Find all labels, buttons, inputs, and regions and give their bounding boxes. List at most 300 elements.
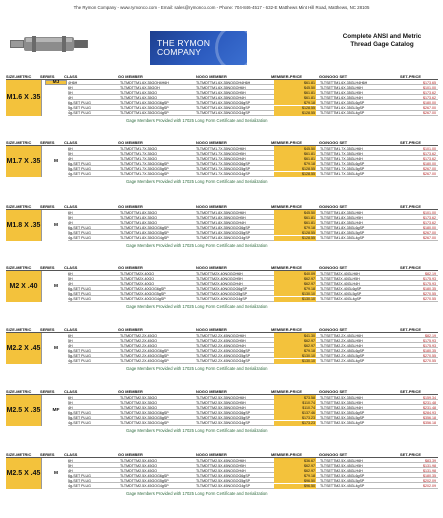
set-price-cell: $131.98 xyxy=(423,463,436,468)
member-price-cell: $62.97 xyxy=(274,338,316,343)
table-row xyxy=(68,172,438,177)
nogo-member-cell: TLTMDTTM1.6X.35NOGOH5H xyxy=(196,90,246,95)
set-price-cell: $175.93 xyxy=(423,276,436,281)
set-price-cell: $173.65 xyxy=(423,80,436,85)
column-header: NOGO MEMBER xyxy=(196,74,227,79)
column-header: MEMBER-PRICE xyxy=(271,265,303,270)
go-member-cell: TLTMDTTM1.8X.35GOG4gSP xyxy=(120,236,169,241)
column-header: GO/NOGO SET xyxy=(319,389,348,394)
column-header: SET-PRICE xyxy=(400,452,421,457)
nogo-member-cell: TLTMDTTM2X.40NOGOG5gSP xyxy=(196,291,248,296)
nogo-member-cell: TLTMDTTM2.5X.35NOGOG5gSP xyxy=(196,415,251,420)
column-header: NOGO MEMBER xyxy=(196,140,227,145)
class-cell: 5g-SET PLUG xyxy=(68,291,91,296)
member-price-cell: $128.55 xyxy=(274,230,316,235)
nogo-member-cell: TLTMDTTM2.2X.45NOGOH4H xyxy=(196,343,246,348)
class-cell: 4g-SET PLUG xyxy=(68,421,91,426)
column-header: CLASS xyxy=(64,389,78,394)
gonogo-set-cell: TLTSETTM1.6X.35GL5gSP xyxy=(320,106,365,111)
size-metric-cell: M2.5 X .45 xyxy=(6,458,42,489)
class-cell: 4H xyxy=(68,156,73,161)
column-header: MEMBER-PRICE xyxy=(271,140,303,145)
gonogo-set-cell: TLTSETTM2.2X.45GLH5H xyxy=(320,338,363,343)
go-member-cell: TLTMDTTM1.7X.35GO xyxy=(120,151,158,156)
column-header: MEMBER-PRICE xyxy=(271,74,303,79)
series-cell: MJ xyxy=(45,80,67,85)
member-price-cell: $62.97 xyxy=(274,468,316,473)
set-price-cell: $270.55 xyxy=(423,297,436,302)
nogo-member-cell: TLTMDTTM2.5X.35NOGOH4H xyxy=(196,405,246,410)
set-price-cell: $267.00 xyxy=(423,166,436,171)
gonogo-set-cell: TLTSETTM2.2X.45GL5gSP xyxy=(320,353,365,358)
nogo-member-cell: TLTMDTTM1.8X.35NOGOH6H xyxy=(196,210,246,215)
gonogo-set-cell: TLTSETTM2X.40GLH5H xyxy=(320,276,360,281)
gonogo-set-cell: TLTSETTM1.7X.35GL5gSP xyxy=(320,166,365,171)
class-cell: 6g-SET PLUG xyxy=(68,225,91,230)
set-price-cell: $202.09 xyxy=(423,484,436,489)
go-member-cell: TLTMDTTM2.5X.45GO xyxy=(120,468,158,473)
column-header: SET-PRICE xyxy=(400,140,421,145)
set-price-cell: $356.18 xyxy=(423,415,436,420)
series-cell: M xyxy=(54,283,58,289)
gonogo-set-cell: TLTSETTM1.6X.35GLH4H xyxy=(320,95,363,100)
class-cell: 6g-SET PLUG xyxy=(68,348,91,353)
go-member-cell: TLTMDTTM1.7X.35GOG5gSP xyxy=(120,166,169,171)
gonogo-set-cell: TLTSETTM2.5X.45GLH6H xyxy=(320,458,363,463)
column-header: NOGO MEMBER xyxy=(196,452,227,457)
gonogo-set-cell: TLTSETTM1.8X.35GL4gSP xyxy=(320,236,365,241)
rymon-logo xyxy=(150,31,247,65)
column-header: SIZE-METRIC xyxy=(6,74,32,79)
class-cell: 5g-SET PLUG xyxy=(68,353,91,358)
class-cell: 5g-SET PLUG xyxy=(68,106,91,111)
table-row xyxy=(68,359,438,364)
set-price-cell: $267.00 xyxy=(423,111,436,116)
go-member-cell: TLTMDTTM1.8X.35GO xyxy=(120,210,158,215)
column-header: MEMBER-PRICE xyxy=(271,204,303,209)
thread-size-section xyxy=(6,203,438,253)
column-header: SERIES xyxy=(40,74,55,79)
class-cell: 5H xyxy=(68,276,73,281)
go-member-cell: TLTMDTTM1.7X.35GOG6gSP xyxy=(120,161,169,166)
table-row xyxy=(68,236,438,241)
column-header: SET-PRICE xyxy=(400,265,421,270)
column-header: GO MEMBER xyxy=(118,327,143,332)
section-header-row xyxy=(6,326,438,333)
gonogo-set-cell: TLTSETTM1.7X.35GLH6H xyxy=(320,146,363,151)
class-cell: 4H xyxy=(68,281,73,286)
nogo-member-cell: TLTMDTTM1.6X.35NOGOG4gSP xyxy=(196,111,251,116)
class-cell: 6g-SET PLUG xyxy=(68,410,91,415)
nogo-member-cell: TLTMDTTM1.7X.35NOGOH6H xyxy=(196,146,246,151)
nogo-member-cell: TLTMDTTM2.2X.45NOGOH5H xyxy=(196,338,246,343)
set-price-cell: $267.00 xyxy=(423,230,436,235)
set-price-cell: $267.00 xyxy=(423,106,436,111)
set-price-cell: $284.93 xyxy=(423,410,436,415)
class-cell: 5g-SET PLUG xyxy=(68,478,91,483)
set-price-cell: $173.62 xyxy=(423,215,436,220)
size-metric-cell: M1.7 X .35 xyxy=(6,146,42,177)
nogo-member-cell: TLTMDTTM1.7X.35NOGOH5H xyxy=(196,151,246,156)
nogo-member-cell: TLTMDTTM2X.40NOGOH4H xyxy=(196,281,243,286)
column-header: GO/NOGO SET xyxy=(319,452,348,457)
member-price-cell: $79.18 xyxy=(274,100,316,105)
nogo-member-cell: TLTMDTTM2.5X.45NOGOG4gSP xyxy=(196,484,251,489)
certification-note: Gage Members Provided with 17025 Long Form Certificate and Serialization xyxy=(126,491,268,497)
column-header: SET-PRICE xyxy=(400,74,421,79)
member-price-cell: $61.81 xyxy=(274,151,316,156)
set-price-cell: $101.00 xyxy=(423,146,436,151)
column-header: GO MEMBER xyxy=(118,265,143,270)
column-header: CLASS xyxy=(64,265,78,270)
table-row xyxy=(68,111,438,116)
class-cell: 4H xyxy=(68,95,73,100)
size-metric-cell: M2.2 X .45 xyxy=(6,333,42,364)
set-price-cell: $180.35 xyxy=(423,286,436,291)
section-header-row xyxy=(6,139,438,146)
nogo-member-cell: TLTMDTTM1.6X.35NOGOH4H xyxy=(196,95,246,100)
company-contact-line: The Rymon Company - www.rymonco.com - Email: sales@rymonco.com - Phone: 704-846-4517 - 632-E Matthews Mint Hill Road, Matthews, NC 28105 xyxy=(73,5,370,10)
section-header-row xyxy=(6,73,438,80)
series-cell: M xyxy=(54,222,58,228)
logo-swoosh-icon xyxy=(215,31,247,65)
size-metric-cell: M1.8 X .35 xyxy=(6,210,42,241)
class-cell: 4g-SET PLUG xyxy=(68,172,91,177)
member-price-cell: $79.18 xyxy=(274,286,316,291)
column-header: GO MEMBER xyxy=(118,204,143,209)
column-header: GO/NOGO SET xyxy=(319,204,348,209)
nogo-member-cell: TLTMDTTM2.5X.45NOGOH5H xyxy=(196,463,246,468)
go-member-cell: TLTMDTTM2X.40GO xyxy=(120,271,155,276)
member-price-cell: $62.97 xyxy=(274,281,316,286)
set-price-cell: $270.55 xyxy=(423,353,436,358)
nogo-member-cell: TLTMDTTM2.5X.35NOGOG6gSP xyxy=(196,410,251,415)
class-cell: 4g-SET PLUG xyxy=(68,484,91,489)
table-row xyxy=(68,297,438,302)
column-header: SET-PRICE xyxy=(400,389,421,394)
go-member-cell: TLTMDTTM1.6X.35GOH xyxy=(120,85,160,90)
column-header: SERIES xyxy=(40,265,55,270)
column-header: GO MEMBER xyxy=(118,74,143,79)
class-cell: 6H xyxy=(68,458,73,463)
set-price-cell: $180.00 xyxy=(423,100,436,105)
set-price-cell: $231.48 xyxy=(423,405,436,410)
nogo-member-cell: TLTMDTTM1.7X.35NOGOG6gSP xyxy=(196,161,251,166)
gonogo-set-cell: TLTSETTM2.5X.45GLH4H xyxy=(320,468,363,473)
go-member-cell: TLTMDTTM2.5X.35GO xyxy=(120,400,158,405)
catalog-title-line-1: Complete ANSI and Metric xyxy=(342,33,422,40)
set-price-cell: $101.00 xyxy=(423,85,436,90)
member-price-cell: $73.58 xyxy=(274,395,316,400)
series-cell: M xyxy=(54,345,58,351)
go-member-cell: TLTMDTTM1.7X.35GOG4gSP xyxy=(120,172,169,177)
go-member-cell: TLTMDTTM1.7X.35GO xyxy=(120,156,158,161)
go-member-cell: TLTMDTTM2.5X.35GOG4gSP xyxy=(120,421,169,426)
set-price-cell: $159.34 xyxy=(423,395,436,400)
go-member-cell: TLTMDTTM2.5X.45GO xyxy=(120,463,158,468)
column-header: SERIES xyxy=(40,452,55,457)
certification-note: Gage Members Provided with 17025 Long Form Certificate and Serialization xyxy=(126,179,268,185)
gonogo-set-cell: TLTSETTM2.5X.35GL4gSP xyxy=(320,421,365,426)
member-price-cell: $137.46 xyxy=(274,410,316,415)
nogo-member-cell: TLTMDTTM2.2X.45NOGOG6gSP xyxy=(196,348,251,353)
thread-size-section xyxy=(6,73,438,128)
gonogo-set-cell: TLTSETTM2.5X.45GL4gSP xyxy=(320,484,365,489)
table-row xyxy=(68,484,438,489)
gonogo-set-cell: TLTSETTM2.2X.45GL4gSP xyxy=(320,359,365,364)
gonogo-set-cell: TLTSETTM2X.40GL5gSP xyxy=(320,291,362,296)
class-cell: 4H6H xyxy=(68,80,78,85)
set-price-cell: $270.55 xyxy=(423,291,436,296)
class-cell: 5H xyxy=(68,90,73,95)
column-header: NOGO MEMBER xyxy=(196,265,227,270)
gonogo-set-cell: TLTSETTM1.8X.35GLH6H xyxy=(320,210,363,215)
member-price-cell: $96.50 xyxy=(274,484,316,489)
member-price-cell: $79.18 xyxy=(274,473,316,478)
member-price-cell: $45.50 xyxy=(274,210,316,215)
class-cell: 6g-SET PLUG xyxy=(68,100,91,105)
thread-size-section xyxy=(6,139,438,189)
class-cell: 4g-SET PLUG xyxy=(68,111,91,116)
size-metric-cell: M1.6 X .35 xyxy=(6,80,42,116)
class-cell: 5g-SET PLUG xyxy=(68,230,91,235)
column-header: MEMBER-PRICE xyxy=(271,327,303,332)
nogo-member-cell: TLTMDTTM1.6X.35NOGOG5gSP xyxy=(196,106,251,111)
series-cell: M xyxy=(54,158,58,164)
catalog-title-line-2: Thread Gage Catalog xyxy=(350,40,414,48)
member-price-cell: $128.55 xyxy=(274,236,316,241)
go-member-cell: TLTMDTTM2X.40GOG4gSP xyxy=(120,297,166,302)
gonogo-set-cell: TLTSETTM1.6X.35GL6gSP xyxy=(320,100,365,105)
class-cell: 5H xyxy=(68,400,73,405)
thread-size-section xyxy=(6,264,438,314)
member-price-cell: $130.10 xyxy=(274,297,316,302)
gonogo-set-cell: TLTSETTM2.2X.45GLH6H xyxy=(320,333,363,338)
gonogo-set-cell: TLTSETTM1.7X.35GLH4H xyxy=(320,156,363,161)
column-header: CLASS xyxy=(64,74,78,79)
nogo-member-cell: TLTMDTTM2.5X.45NOGOH4H xyxy=(196,468,246,473)
nogo-member-cell: TLTMDTTM2.5X.45NOGOH6H xyxy=(196,458,246,463)
go-member-cell: TLTMDTTM2.5X.35GOG6gSP xyxy=(120,410,169,415)
set-price-cell: $82.19 xyxy=(425,271,436,276)
thread-size-section xyxy=(6,388,438,438)
section-header-row xyxy=(6,203,438,210)
gonogo-set-cell: TLTSETTM2.5X.45GLH5H xyxy=(320,463,363,468)
member-price-cell: $128.55 xyxy=(274,111,316,116)
column-header: CLASS xyxy=(64,140,78,145)
class-cell: 6H xyxy=(68,210,73,215)
go-member-cell: TLTMDTTM1.6X.35GOG6gSP xyxy=(120,100,169,105)
class-cell: 5g-SET PLUG xyxy=(68,166,91,171)
go-member-cell: TLTMDTTM2.2X.45GOG5gSP xyxy=(120,353,169,358)
set-price-cell: $180.35 xyxy=(423,348,436,353)
class-cell: 5H xyxy=(68,151,73,156)
column-header: SIZE-METRIC xyxy=(6,327,32,332)
thread-size-section xyxy=(6,326,438,376)
gonogo-set-cell: TLTSETTM1.6X.35GL4gSP xyxy=(320,111,365,116)
class-cell: 6H xyxy=(68,271,73,276)
column-header: GO/NOGO SET xyxy=(319,140,348,145)
go-member-cell: TLTMDTTM1.6X.35GOH4H6H xyxy=(120,80,169,85)
nogo-member-cell: TLTMDTTM1.8X.35NOGOH4H xyxy=(196,220,246,225)
member-price-cell: $61.81 xyxy=(274,90,316,95)
set-price-cell: $231.48 xyxy=(423,400,436,405)
section-header-row xyxy=(6,451,438,458)
member-price-cell: $62.97 xyxy=(274,343,316,348)
nogo-member-cell: TLTMDTTM2.5X.45NOGOG6gSP xyxy=(196,473,251,478)
member-price-cell: $128.55 xyxy=(274,172,316,177)
go-member-cell: TLTMDTTM2.2X.45GOG4gSP xyxy=(120,359,169,364)
member-price-cell: $110.74 xyxy=(274,405,316,410)
column-header: GO/NOGO SET xyxy=(319,265,348,270)
column-header: SIZE-METRIC xyxy=(6,265,32,270)
go-member-cell: TLTMDTTM2.2X.45GO xyxy=(120,343,158,348)
nogo-member-cell: TLTMDTTM2.5X.35NOGOH6H xyxy=(196,395,246,400)
gonogo-set-cell: TLTSETTM2X.40GL4gSP xyxy=(320,297,362,302)
set-price-cell: $356.18 xyxy=(423,421,436,426)
go-member-cell: TLTMDTTM1.8X.35GOG6gSP xyxy=(120,225,169,230)
class-cell: 5H xyxy=(68,215,73,220)
set-price-cell: $180.00 xyxy=(423,225,436,230)
nogo-member-cell: TLTMDTTM2.2X.45NOGOH6H xyxy=(196,333,246,338)
column-header: SERIES xyxy=(40,140,55,145)
set-price-cell: $173.62 xyxy=(423,156,436,161)
set-price-cell: $175.93 xyxy=(423,343,436,348)
member-price-cell: $79.18 xyxy=(274,225,316,230)
column-header: CLASS xyxy=(64,204,78,209)
gonogo-set-cell: TLTSETTM2X.40GL6gSP xyxy=(320,286,362,291)
gonogo-set-cell: TLTSETTM2X.40GLH6H xyxy=(320,271,360,276)
member-price-cell: $45.50 xyxy=(274,85,316,90)
class-cell: 4H xyxy=(68,468,73,473)
set-price-cell: $180.00 xyxy=(423,161,436,166)
class-cell: 6g-SET PLUG xyxy=(68,473,91,478)
go-member-cell: TLTMDTTM2.2X.45GOG6gSP xyxy=(120,348,169,353)
class-cell: 4H xyxy=(68,405,73,410)
member-price-cell: $62.97 xyxy=(274,463,316,468)
class-cell: 4g-SET PLUG xyxy=(68,236,91,241)
gonogo-set-cell: TLTSETTM1.8X.35GL5gSP xyxy=(320,230,365,235)
nogo-member-cell: TLTMDTTM1.7X.35NOGOG5gSP xyxy=(196,166,251,171)
class-cell: 4g-SET PLUG xyxy=(68,297,91,302)
set-price-cell: $202.09 xyxy=(423,478,436,483)
go-member-cell: TLTMDTTM1.6X.35GOG4gSP xyxy=(120,111,169,116)
go-member-cell: TLTMDTTM2.5X.45GOG4gSP xyxy=(120,484,169,489)
go-member-cell: TLTMDTTM1.8X.35GO xyxy=(120,220,158,225)
section-header-row xyxy=(6,264,438,271)
nogo-member-cell: TLTMDTTM1.6X.35NOGOG6gSP xyxy=(196,100,251,105)
class-cell: 5H xyxy=(68,338,73,343)
set-price-cell: $173.62 xyxy=(423,95,436,100)
go-member-cell: TLTMDTTM1.7X.35GO xyxy=(120,146,158,151)
gonogo-set-cell: TLTSETTM1.6X.35GLH6H xyxy=(320,85,363,90)
member-price-cell: $62.97 xyxy=(274,276,316,281)
go-member-cell: TLTMDTTM2.5X.45GOG5gSP xyxy=(120,478,169,483)
set-price-cell: $180.35 xyxy=(423,473,436,478)
class-cell: 4H xyxy=(68,220,73,225)
column-header: SERIES xyxy=(40,327,55,332)
column-header: SET-PRICE xyxy=(400,327,421,332)
go-member-cell: TLTMDTTM2.2X.45GO xyxy=(120,338,158,343)
size-metric-cell: M2 X .40 xyxy=(6,271,42,302)
nogo-member-cell: TLTMDTTM1.8X.35NOGOG6gSP xyxy=(196,225,251,230)
nogo-member-cell: TLTMDTTM2X.40NOGOG4gSP xyxy=(196,297,248,302)
go-member-cell: TLTMDTTM1.6X.35GOG5gSP xyxy=(120,106,169,111)
class-cell: 4H xyxy=(68,343,73,348)
column-header: SIZE-METRIC xyxy=(6,140,32,145)
column-header: MEMBER-PRICE xyxy=(271,389,303,394)
nogo-member-cell: TLTMDTTM2.5X.35NOGOH5H xyxy=(196,400,246,405)
catalog-title xyxy=(325,33,439,48)
nogo-member-cell: TLTMDTTM1.8X.35NOGOG4gSP xyxy=(196,236,251,241)
gonogo-set-cell: TLTSETTM2.5X.35GL6gSP xyxy=(320,410,365,415)
member-price-cell: $45.50 xyxy=(274,146,316,151)
go-member-cell: TLTMDTTM2X.40GOG5gSP xyxy=(120,291,166,296)
certification-note: Gage Members Provided with 17025 Long Form Certificate and Serialization xyxy=(126,304,268,310)
nogo-member-cell: TLTMDTTM1.6X.35NOGOH4H6H xyxy=(196,80,251,85)
gonogo-set-cell: TLTSETTM2.5X.35GLH4H xyxy=(320,405,363,410)
column-header: SIZE-METRIC xyxy=(6,452,32,457)
member-price-cell: $130.10 xyxy=(274,359,316,364)
gonogo-set-cell: TLTSETTM1.7X.35GLH5H xyxy=(320,151,363,156)
series-cell: M xyxy=(54,470,58,476)
set-price-cell: $173.62 xyxy=(423,90,436,95)
size-metric-cell: M2.5 X .35 xyxy=(6,395,42,426)
section-header-row xyxy=(6,388,438,395)
member-price-cell: $173.23 xyxy=(274,421,316,426)
thread-gage-photo xyxy=(10,33,88,55)
logo-line-1: THE RYMON xyxy=(157,38,211,48)
gonogo-set-cell: TLTSETTM1.7X.35GL6gSP xyxy=(320,161,365,166)
member-price-cell: $41.30 xyxy=(274,333,316,338)
series-cell: MF xyxy=(52,407,60,413)
set-price-cell: $173.62 xyxy=(423,151,436,156)
member-price-cell: $79.18 xyxy=(274,161,316,166)
gonogo-set-cell: TLTSETTM1.6X.35GLH5H xyxy=(320,90,363,95)
set-price-cell: $175.93 xyxy=(423,281,436,286)
nogo-member-cell: TLTMDTTM2.2X.45NOGOG5gSP xyxy=(196,353,251,358)
member-price-cell: $61.81 xyxy=(274,156,316,161)
member-price-cell: $79.18 xyxy=(274,348,316,353)
set-price-cell: $82.19 xyxy=(425,333,436,338)
column-header: SERIES xyxy=(40,389,55,394)
column-header: CLASS xyxy=(64,452,78,457)
gonogo-set-cell: TLTSETTM2.5X.45GL6gSP xyxy=(320,473,365,478)
column-header: SIZE-METRIC xyxy=(6,204,32,209)
go-member-cell: TLTMDTTM1.6X.35GO xyxy=(120,90,158,95)
class-cell: 6H xyxy=(68,395,73,400)
set-price-cell: $267.00 xyxy=(423,236,436,241)
nogo-member-cell: TLTMDTTM1.7X.35NOGOH4H xyxy=(196,156,246,161)
column-header: NOGO MEMBER xyxy=(196,389,227,394)
column-header: GO MEMBER xyxy=(118,452,143,457)
set-price-cell: $101.00 xyxy=(423,210,436,215)
gonogo-set-cell: TLTSETTM1.8X.35GL6gSP xyxy=(320,225,365,230)
nogo-member-cell: TLTMDTTM2.2X.45NOGOG4gSP xyxy=(196,359,251,364)
go-member-cell: TLTMDTTM2.5X.35GOG5gSP xyxy=(120,415,169,420)
member-price-cell: $61.81 xyxy=(274,80,316,85)
nogo-member-cell: TLTMDTTM1.8X.35NOGOH5H xyxy=(196,215,246,220)
set-price-cell: $83.39 xyxy=(425,458,436,463)
gonogo-set-cell: TLTSETTM1.7X.35GL4gSP xyxy=(320,172,365,177)
column-header: CLASS xyxy=(64,327,78,332)
go-member-cell: TLTMDTTM2X.40GO xyxy=(120,281,155,286)
column-header: SET-PRICE xyxy=(400,204,421,209)
member-price-cell: $128.55 xyxy=(274,106,316,111)
member-price-cell: $96.50 xyxy=(274,478,316,483)
nogo-member-cell: TLTMDTTM1.8X.35NOGOG5gSP xyxy=(196,230,251,235)
nogo-member-cell: TLTMDTTM2.5X.45NOGOG5gSP xyxy=(196,478,251,483)
